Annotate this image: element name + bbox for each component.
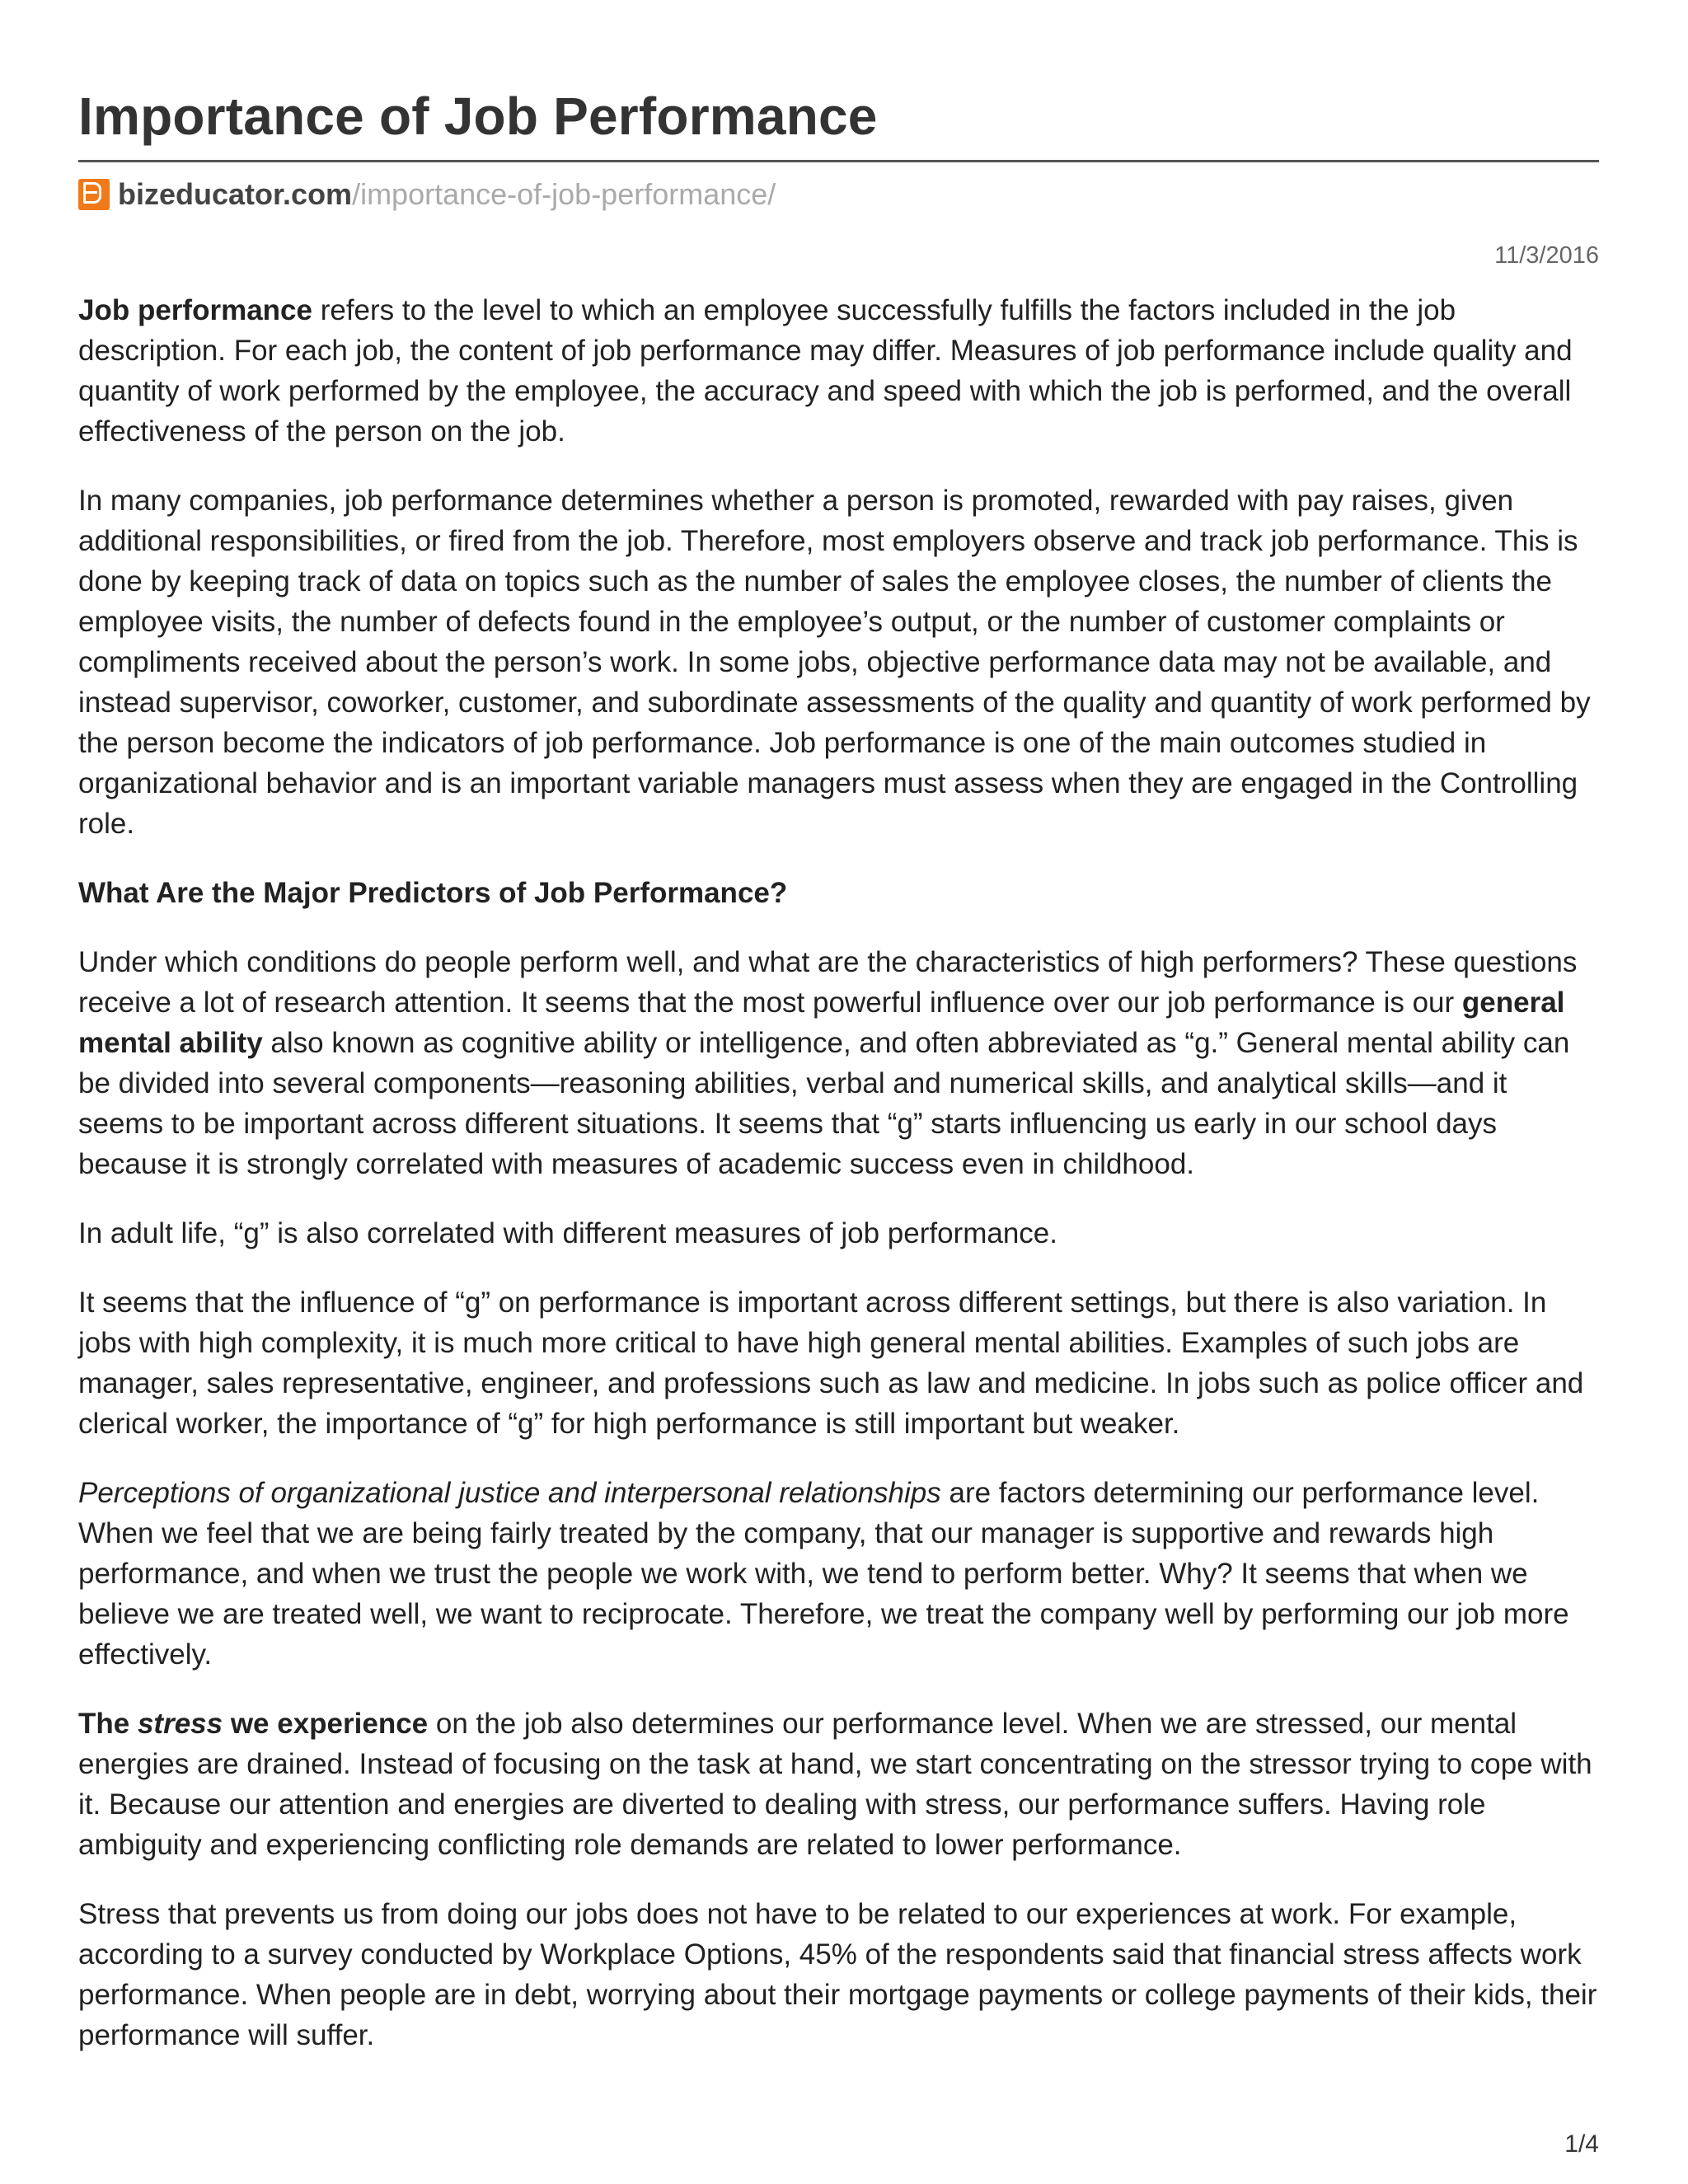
paragraph-adult-life: In adult life, “g” is also correlated with different measures of job performance. bbox=[78, 1217, 1057, 1249]
term-stress-the: The bbox=[78, 1708, 138, 1740]
source-link[interactable] bbox=[78, 177, 1599, 212]
source-path[interactable]: /importance-of-job-performance/ bbox=[352, 177, 776, 211]
term-perceptions: Perceptions of organizational justice and interpersonal relationships bbox=[78, 1477, 941, 1509]
paragraph-stress: The stress we experience on the job also determines our performance level. When we are stressed, our mental energies are drained. Instead of focusing on the task at hand, we start concentrating on the stressor trying to cope with it. Because our attention and energies are diverted to dealing with stress, our performance suffers. Having role ambiguity and experiencing conflicting role demands are related to lower performance. bbox=[78, 1708, 1592, 1861]
article-body bbox=[78, 290, 1599, 2084]
source-domain[interactable]: bizeducator.com bbox=[118, 177, 353, 211]
paragraph-financial-stress: Stress that prevents us from doing our jobs does not have to be related to our experiences at work. For example, according to a survey conducted by Workplace Options, 45% of the respondents said that financial stress affects work performance. When people are in debt, worrying about their mortgage payments or college payments of their kids, their performance will suffer. bbox=[78, 1898, 1597, 2051]
article-title: Importance of Job Performance bbox=[78, 87, 878, 146]
page-number: 1/4 bbox=[1564, 2130, 1599, 2158]
section-heading: What Are the Major Predictors of Job Performance? bbox=[78, 877, 788, 909]
term-general-mental-ability: general mental ability bbox=[78, 987, 1565, 1059]
paragraph-tracking: In many companies, job performance determines whether a person is promoted, rewarded with pay raises, given additional responsibilities, or fired from the job. Therefore, most employers observe and track job performance. This is done by keeping track of data on topics such as the number of sales the employee closes, the number of clients the employee visits, the number of defects found in the employee’s output, or the number of customer complaints or compliments received about the person’s work. In some jobs, objective performance data may not be available, and instead supervisor, coworker, customer, and subordinate assessments of the quality and quantity of work performed by the person become the indicators of job performance. Job performance is one of the main outcomes studied in organizational behavior and is an important variable managers must assess when they are engaged in the Controlling role. bbox=[78, 485, 1591, 840]
term-stress: stress bbox=[137, 1708, 223, 1740]
term-job-performance: Job performance bbox=[78, 294, 312, 326]
term-stress-rest: we experience bbox=[223, 1708, 429, 1740]
paragraph-variation: It seems that the influence of “g” on performance is important across different settings, but there is also variation. In jobs with high complexity, it is much more critical to have high general mental abilities. Examples of such jobs are manager, sales representative, engineer, and professions such as law and medicine. In jobs such as police officer and clerical worker, the importance of “g” for high performance is still important but weaker. bbox=[78, 1286, 1584, 1440]
bizeducator-logo-icon bbox=[78, 179, 110, 210]
paragraph-intro: Job performance refers to the level to which an employee successfully fulfills the factors included in the job description. For each job, the content of job performance may differ. Measures of job performance include quality and quantity of work performed by the employee, the accuracy and speed with which the job is performed, and the overall effectiveness of the person on the job. bbox=[78, 294, 1573, 448]
paragraph-justice: Perceptions of organizational justice and interpersonal relationships are factors determining our performance level. When we feel that we are being fairly treated by the company, that our manager is supportive and rewards high performance, and when we trust the people we work with, we tend to perform better. Why? It seems that when we believe we are treated well, we want to reciprocate. Therefore, we treat the company well by performing our job more effectively. bbox=[78, 1477, 1569, 1671]
paragraph-gma: Under which conditions do people perform well, and what are the characteristics of high performers? These questions receive a lot of research attention. It seems that the most powerful influence over our job performance is our general mental ability also known as cognitive ability or intelligence, and often abbreviated as “g.” General mental ability can be divided into several components—reasoning abilities, verbal and numerical skills, and analytical skills—and it seems to be important across different situations. It seems that “g” starts influencing us early in our school days because it is strongly correlated with measures of academic success even in childhood. bbox=[78, 946, 1578, 1180]
article-date: 11/3/2016 bbox=[1494, 242, 1599, 269]
title-divider bbox=[78, 160, 1599, 162]
article-page bbox=[78, 81, 1599, 2158]
